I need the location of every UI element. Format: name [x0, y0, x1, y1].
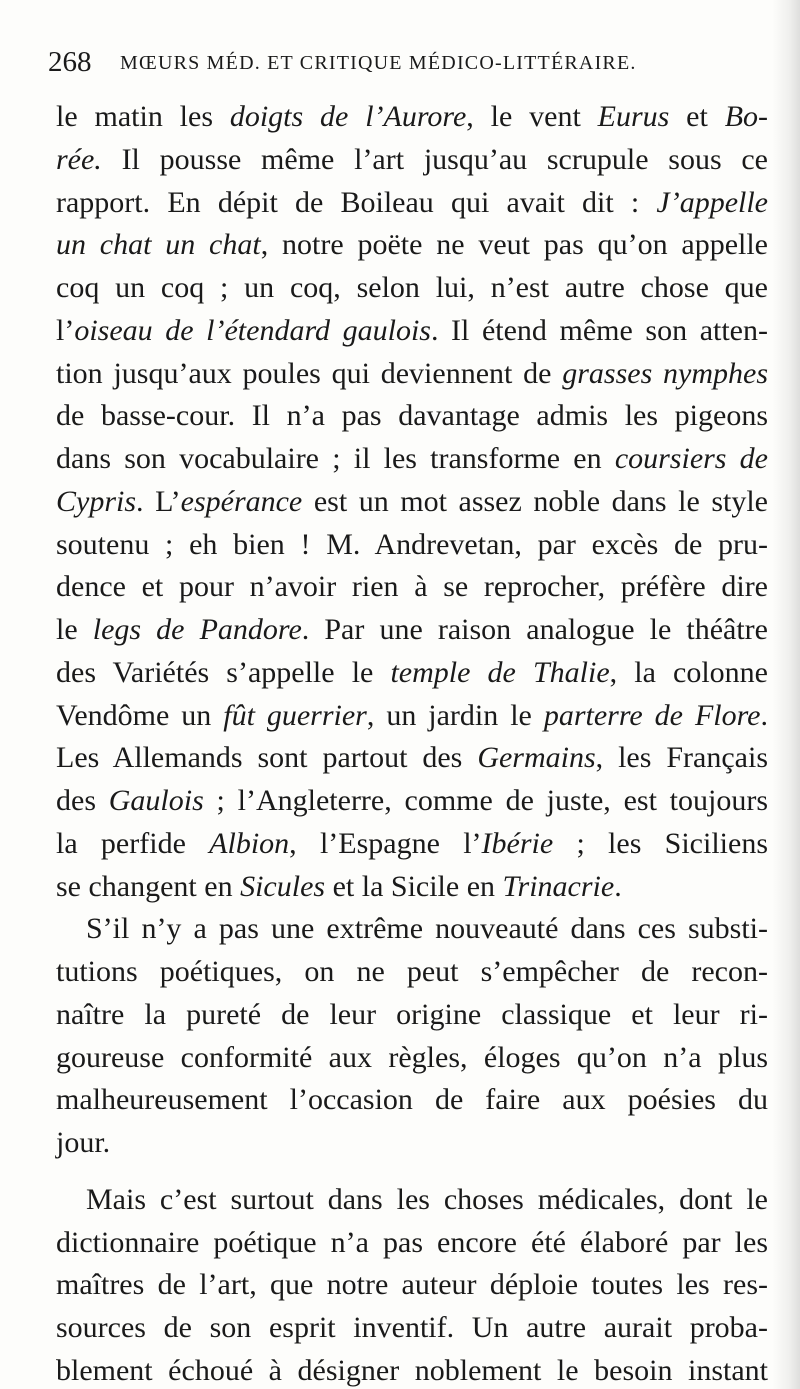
italic-text: un chat un chat [56, 228, 261, 262]
page-number: 268 [48, 46, 92, 78]
text-segment: , les Français [595, 741, 768, 775]
text-segment: . Il étend même son atten- [430, 313, 768, 347]
text-line [56, 96, 768, 139]
text-line [56, 1079, 768, 1122]
italic-text: doigts de l’Aurore [229, 100, 467, 133]
text-line [56, 866, 768, 909]
text-line [56, 566, 768, 609]
text-segment: se changent en [56, 869, 241, 903]
italic-text: rée. [56, 142, 102, 176]
text-segment: soutenu ; eh bien ! M. Andrevetan, par excès de pru- [56, 527, 768, 561]
text-line [56, 224, 768, 267]
text-segment: . [760, 698, 768, 732]
text-line [56, 1037, 768, 1080]
italic-text: Gaulois [108, 784, 204, 817]
text-line [56, 609, 768, 652]
text-segment: l’ [56, 313, 75, 347]
text-line [56, 182, 768, 225]
text-segment: dictionnaire poétique n’a pas encore été élaboré par les [56, 1225, 768, 1259]
italic-text: Sicules [240, 869, 326, 903]
text-segment: sources de son esprit inventif. Un autre aurait proba- [56, 1311, 768, 1344]
text-segment: blement échoué à désigner noblement le besoin instant [56, 1353, 768, 1387]
text-segment: maîtres de l’art, que notre auteur déploie toutes les res- [56, 1268, 768, 1302]
text-segment: malheureusement l’occasion de faire aux poésies du [56, 1083, 768, 1117]
text-line [56, 524, 768, 567]
text-segment: , notre poëte ne veut pas qu’on appelle [260, 228, 768, 262]
text-line [56, 353, 768, 396]
running-head: MŒURS MÉD. ET CRITIQUE MÉDICO-LITTÉRAIRE. [120, 52, 637, 74]
text-segment: Il pousse même l’art jusqu’au scrupule sous ce [101, 142, 768, 176]
text-segment: dence et pour n’avoir rien à se reprocher, préfère dire [56, 570, 768, 604]
text-line [56, 1350, 768, 1389]
text-line [56, 908, 768, 951]
italic-text: temple de Thalie [390, 655, 610, 689]
text-line [56, 395, 768, 438]
text-line [56, 1264, 768, 1307]
text-segment: des [56, 784, 109, 817]
page-edge-shadow [772, 0, 800, 1389]
italic-text: parterre de Flore [543, 698, 761, 732]
italic-text: grasses nymphes [562, 356, 768, 390]
text-line [56, 737, 768, 780]
text-line [56, 994, 768, 1037]
text-line [56, 1122, 768, 1165]
italic-text: Ibérie [481, 826, 554, 860]
text-line [56, 951, 768, 994]
italic-text: Trinacrie [502, 869, 615, 903]
italic-text: legs de Pandore [92, 613, 302, 646]
text-segment: rapport. En dépit de Boileau qui avait dit : [56, 185, 657, 219]
text-line [56, 1222, 768, 1265]
text-segment: coq un coq ; un coq, selon lui, n’est autre chose que [56, 271, 768, 304]
text-segment: jour. [56, 1126, 111, 1159]
text-line [56, 310, 768, 353]
text-segment: Vendôme un [56, 698, 224, 732]
text-segment: des Variétés s’appelle le [56, 655, 391, 689]
text-segment: S’il n’y a pas une extrême nouveauté dans ces substi- [86, 912, 768, 946]
text-segment: de basse-cour. Il n’a pas davantage admis les pigeons [56, 399, 768, 433]
text-segment: , l’Espagne l’ [289, 826, 482, 860]
italic-text: Bo- [724, 100, 769, 133]
text-line [56, 652, 768, 695]
text-segment: est un mot assez noble dans le style [302, 484, 768, 518]
text-segment: . L’ [136, 484, 181, 518]
italic-text: Germains [477, 741, 596, 775]
italic-text: espérance [180, 484, 303, 518]
text-segment: . Par une raison analogue le théâtre [301, 613, 768, 646]
text-segment: Mais c’est surtout dans les choses médicales, dont le [86, 1182, 768, 1216]
italic-text: oiseau de l’étendard gaulois [74, 313, 431, 347]
text-segment: , la colonne [609, 655, 768, 689]
text-segment: goureuse conformité aux règles, éloges qu’on n’a plus [56, 1040, 768, 1074]
text-line [56, 139, 768, 182]
text-segment: , le vent [466, 100, 598, 133]
text-segment: et [669, 100, 725, 133]
text-line [56, 481, 768, 524]
body-text [56, 96, 768, 1389]
text-line [56, 780, 768, 823]
text-segment: . [614, 869, 622, 903]
text-line [56, 267, 768, 310]
text-segment: le [56, 613, 93, 646]
paragraph-gap [56, 1165, 768, 1179]
text-line [56, 695, 768, 738]
text-segment: le matin les [56, 100, 230, 133]
text-segment: tutions poétiques, on ne peut s’empêcher de recon- [56, 955, 768, 988]
italic-text: Cypris [56, 484, 137, 518]
text-segment: naître la pureté de leur origine classique et leur ri- [56, 997, 768, 1031]
italic-text: fût guerrier [223, 698, 367, 732]
text-segment: ; l’Angleterre, comme de juste, est toujours [203, 784, 768, 817]
text-segment: dans son vocabulaire ; il les transforme en [56, 442, 615, 475]
italic-text: J’appelle [656, 185, 768, 219]
text-line [56, 1307, 768, 1350]
text-line [56, 823, 768, 866]
text-line [56, 1179, 768, 1222]
text-segment: , un jardin le [366, 698, 544, 732]
italic-text: Albion [209, 826, 290, 860]
text-segment: Les Allemands sont partout des [56, 741, 478, 775]
text-segment: ; les Siciliens [553, 826, 768, 860]
text-segment: la perfide [56, 826, 210, 860]
text-segment: et la Sicile en [325, 869, 503, 903]
text-segment: tion jusqu’aux poules qui deviennent de [56, 356, 563, 390]
italic-text: Eurus [597, 100, 670, 133]
text-line [56, 438, 768, 481]
italic-text: coursiers de [614, 442, 768, 475]
page-header [48, 44, 748, 84]
